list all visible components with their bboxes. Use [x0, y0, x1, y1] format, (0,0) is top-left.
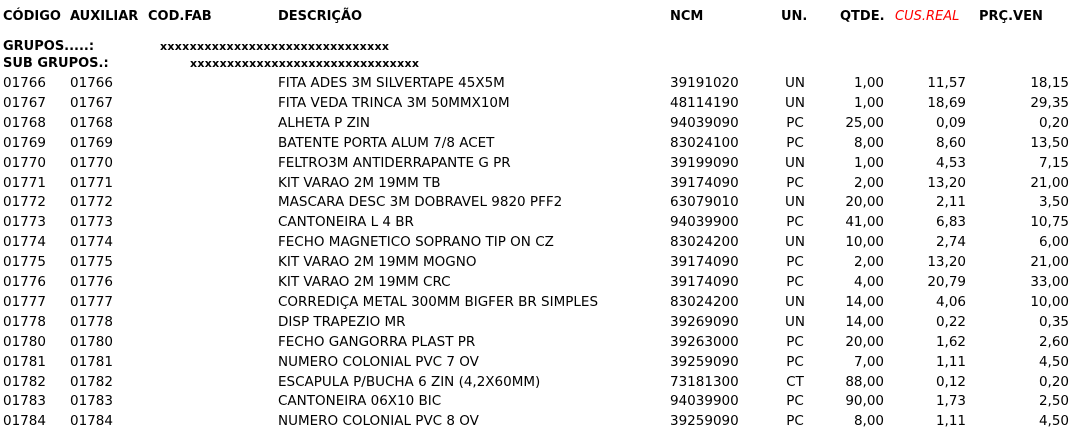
cell-codigo: 01772 — [3, 194, 46, 211]
cell-ncm: 94039900 — [670, 214, 739, 231]
cell-auxiliar: 01777 — [70, 293, 113, 310]
column-header-row — [0, 5, 1080, 29]
cell-codigo: 01769 — [3, 134, 46, 151]
cell-codigo: 01771 — [3, 174, 46, 191]
cell-prcven: 18,15 — [1030, 75, 1069, 91]
cell-descricao: FITA ADES 3M SILVERTAPE 45X5M — [278, 75, 505, 91]
cell-auxiliar: 01774 — [70, 234, 113, 251]
cell-prcven: 21,00 — [1030, 174, 1069, 191]
cell-qtde: 2,00 — [853, 174, 884, 191]
table-row — [0, 272, 1080, 292]
cell-ncm: 48114190 — [670, 94, 739, 111]
cell-prcven: 0,20 — [1038, 114, 1069, 131]
cell-prcven: 7,15 — [1038, 154, 1069, 171]
cell-codigo: 01773 — [3, 214, 46, 231]
cell-descricao: MASCARA DESC 3M DOBRAVEL 9820 PFF2 — [278, 194, 563, 211]
cell-ncm: 73181300 — [670, 373, 739, 390]
cell-prcven: 21,00 — [1030, 254, 1069, 271]
table-row — [0, 232, 1080, 252]
cell-un: PC — [786, 274, 804, 290]
cell-qtde: 25,00 — [845, 114, 884, 131]
cell-cusreal: 0,09 — [935, 114, 966, 131]
table-row — [0, 133, 1080, 153]
cell-descricao: NUMERO COLONIAL PVC 8 OV — [278, 413, 479, 430]
header-qtde: QTDE. — [840, 9, 885, 24]
cell-un: CT — [786, 373, 804, 390]
cell-qtde: 1,00 — [853, 75, 884, 91]
cell-ncm: 39174090 — [670, 174, 739, 191]
cell-cusreal: 13,20 — [927, 174, 966, 191]
cell-qtde: 10,00 — [845, 234, 884, 251]
cell-prcven: 0,20 — [1038, 373, 1069, 390]
cell-prcven: 10,00 — [1030, 293, 1069, 310]
cell-cusreal: 20,79 — [927, 274, 966, 290]
cell-descricao: BATENTE PORTA ALUM 7/8 ACET — [278, 134, 495, 151]
cell-auxiliar: 01775 — [70, 254, 113, 271]
cell-descricao: DISP TRAPEZIO MR — [278, 313, 406, 330]
cell-prcven: 0,35 — [1038, 313, 1069, 330]
cell-cusreal: 4,53 — [935, 154, 966, 171]
cell-un: PC — [786, 393, 804, 410]
cell-ncm: 63079010 — [670, 194, 739, 211]
cell-qtde: 1,00 — [853, 154, 884, 171]
cell-codigo: 01775 — [3, 254, 46, 271]
cell-prcven: 4,50 — [1038, 353, 1069, 370]
cell-qtde: 20,00 — [845, 333, 884, 350]
table-row — [0, 173, 1080, 193]
cell-un: PC — [786, 333, 804, 350]
cell-un: PC — [786, 353, 804, 370]
cell-cusreal: 2,11 — [935, 194, 966, 211]
header-un: UN. — [781, 9, 808, 24]
cell-ncm: 83024200 — [670, 293, 739, 310]
cell-auxiliar: 01783 — [70, 393, 113, 410]
header-codigo: CÓDIGO — [3, 9, 61, 24]
cell-qtde: 8,00 — [853, 413, 884, 430]
cell-un: UN — [785, 154, 805, 171]
cell-qtde: 4,00 — [853, 274, 884, 290]
table-row — [0, 252, 1080, 272]
cell-cusreal: 1,11 — [935, 413, 966, 430]
cell-codigo: 01768 — [3, 114, 46, 131]
cell-ncm: 39199090 — [670, 154, 739, 171]
cell-cusreal: 4,06 — [935, 293, 966, 310]
cell-qtde: 14,00 — [845, 313, 884, 330]
cell-cusreal: 1,11 — [935, 353, 966, 370]
cell-un: PC — [786, 134, 804, 151]
cell-auxiliar: 01773 — [70, 214, 113, 231]
cell-cusreal: 0,22 — [935, 313, 966, 330]
cell-qtde: 8,00 — [853, 134, 884, 151]
subgroup-label: SUB GRUPOS.: — [3, 56, 109, 71]
cell-auxiliar: 01784 — [70, 413, 113, 430]
cell-un: PC — [786, 114, 804, 131]
table-row — [0, 93, 1080, 113]
cell-codigo: 01777 — [3, 293, 46, 310]
cell-prcven: 13,50 — [1030, 134, 1069, 151]
cell-prcven: 4,50 — [1038, 413, 1069, 430]
table-row — [0, 212, 1080, 232]
cell-ncm: 94039090 — [670, 114, 739, 131]
cell-descricao: KIT VARAO 2M 19MM CRC — [278, 274, 451, 290]
cell-descricao: FELTRO3M ANTIDERRAPANTE G PR — [278, 154, 511, 171]
header-cusreal: CUS.REAL — [895, 9, 960, 24]
cell-ncm: 83024100 — [670, 134, 739, 151]
cell-auxiliar: 01766 — [70, 75, 113, 91]
cell-ncm: 39263000 — [670, 333, 739, 350]
cell-codigo: 01784 — [3, 413, 46, 430]
cell-descricao: FECHO GANGORRA PLAST PR — [278, 333, 476, 350]
group-value: xxxxxxxxxxxxxxxxxxxxxxxxxxxxxxx — [160, 40, 390, 53]
cell-qtde: 41,00 — [845, 214, 884, 231]
cell-auxiliar: 01776 — [70, 274, 113, 290]
cell-ncm: 39259090 — [670, 413, 739, 430]
cell-descricao: CANTONEIRA L 4 BR — [278, 214, 414, 231]
cell-ncm: 94039900 — [670, 393, 739, 410]
header-codfab: COD.FAB — [148, 9, 212, 24]
group-label: GRUPOS.....: — [3, 39, 95, 54]
cell-ncm: 39191020 — [670, 75, 739, 91]
cell-auxiliar: 01770 — [70, 154, 113, 171]
subgroup-row — [0, 54, 1080, 74]
cell-un: UN — [785, 194, 805, 211]
cell-auxiliar: 01782 — [70, 373, 113, 390]
header-auxiliar: AUXILIAR — [70, 9, 139, 24]
cell-cusreal: 18,69 — [927, 94, 966, 111]
cell-codigo: 01766 — [3, 75, 46, 91]
cell-auxiliar: 01781 — [70, 353, 113, 370]
header-prcven: PRÇ.VEN — [979, 9, 1043, 24]
cell-un: PC — [786, 174, 804, 191]
cell-qtde: 7,00 — [853, 353, 884, 370]
cell-un: PC — [786, 413, 804, 430]
table-row — [0, 73, 1080, 93]
cell-qtde: 20,00 — [845, 194, 884, 211]
cell-codigo: 01776 — [3, 274, 46, 290]
table-row — [0, 312, 1080, 332]
table-row — [0, 391, 1080, 411]
cell-descricao: KIT VARAO 2M 19MM MOGNO — [278, 254, 477, 271]
cell-auxiliar: 01780 — [70, 333, 113, 350]
cell-prcven: 10,75 — [1030, 214, 1069, 231]
cell-cusreal: 2,74 — [935, 234, 966, 251]
cell-prcven: 2,50 — [1038, 393, 1069, 410]
cell-auxiliar: 01767 — [70, 94, 113, 111]
cell-un: PC — [786, 254, 804, 271]
header-descricao: DESCRIÇÃO — [278, 9, 363, 24]
cell-descricao: ESCAPULA P/BUCHA 6 ZIN (4,2X60MM) — [278, 373, 541, 390]
cell-ncm: 39174090 — [670, 254, 739, 271]
cell-prcven: 6,00 — [1038, 234, 1069, 251]
cell-descricao: FITA VEDA TRINCA 3M 50MMX10M — [278, 94, 510, 111]
cell-codigo: 01767 — [3, 94, 46, 111]
cell-ncm: 39269090 — [670, 313, 739, 330]
cell-qtde: 1,00 — [853, 94, 884, 111]
cell-cusreal: 1,73 — [935, 393, 966, 410]
cell-qtde: 88,00 — [845, 373, 884, 390]
cell-un: UN — [785, 313, 805, 330]
cell-ncm: 83024200 — [670, 234, 739, 251]
cell-un: UN — [785, 94, 805, 111]
cell-auxiliar: 01769 — [70, 134, 113, 151]
cell-descricao: NUMERO COLONIAL PVC 7 OV — [278, 353, 479, 370]
cell-ncm: 39259090 — [670, 353, 739, 370]
cell-cusreal: 1,62 — [935, 333, 966, 350]
cell-prcven: 33,00 — [1030, 274, 1069, 290]
cell-un: UN — [785, 75, 805, 91]
table-row — [0, 352, 1080, 372]
table-row — [0, 192, 1080, 212]
cell-ncm: 39174090 — [670, 274, 739, 290]
cell-prcven: 2,60 — [1038, 333, 1069, 350]
cell-qtde: 14,00 — [845, 293, 884, 310]
header-ncm: NCM — [670, 9, 704, 24]
cell-un: PC — [786, 214, 804, 231]
cell-cusreal: 11,57 — [927, 75, 966, 91]
cell-codigo: 01780 — [3, 333, 46, 350]
table-row — [0, 332, 1080, 352]
cell-qtde: 2,00 — [853, 254, 884, 271]
cell-prcven: 29,35 — [1030, 94, 1069, 111]
cell-cusreal: 8,60 — [935, 134, 966, 151]
cell-prcven: 3,50 — [1038, 194, 1069, 211]
table-row — [0, 113, 1080, 133]
cell-cusreal: 13,20 — [927, 254, 966, 271]
cell-auxiliar: 01768 — [70, 114, 113, 131]
table-row — [0, 153, 1080, 173]
cell-cusreal: 6,83 — [935, 214, 966, 231]
cell-qtde: 90,00 — [845, 393, 884, 410]
cell-codigo: 01778 — [3, 313, 46, 330]
cell-descricao: KIT VARAO 2M 19MM TB — [278, 174, 441, 191]
cell-cusreal: 0,12 — [935, 373, 966, 390]
cell-un: UN — [785, 293, 805, 310]
cell-auxiliar: 01772 — [70, 194, 113, 211]
table-row — [0, 292, 1080, 312]
cell-codigo: 01783 — [3, 393, 46, 410]
subgroup-value: xxxxxxxxxxxxxxxxxxxxxxxxxxxxxxx — [190, 57, 420, 70]
cell-descricao: CORREDIÇA METAL 300MM BIGFER BR SIMPLES — [278, 293, 599, 310]
cell-codigo: 01782 — [3, 373, 46, 390]
cell-codigo: 01770 — [3, 154, 46, 171]
cell-codigo: 01781 — [3, 353, 46, 370]
cell-descricao: ALHETA P ZIN — [278, 114, 370, 131]
cell-codigo: 01774 — [3, 234, 46, 251]
cell-descricao: FECHO MAGNETICO SOPRANO TIP ON CZ — [278, 234, 554, 251]
cell-auxiliar: 01771 — [70, 174, 113, 191]
table-row — [0, 411, 1080, 431]
cell-descricao: CANTONEIRA 06X10 BIC — [278, 393, 442, 410]
cell-un: UN — [785, 234, 805, 251]
table-row — [0, 372, 1080, 392]
cell-auxiliar: 01778 — [70, 313, 113, 330]
